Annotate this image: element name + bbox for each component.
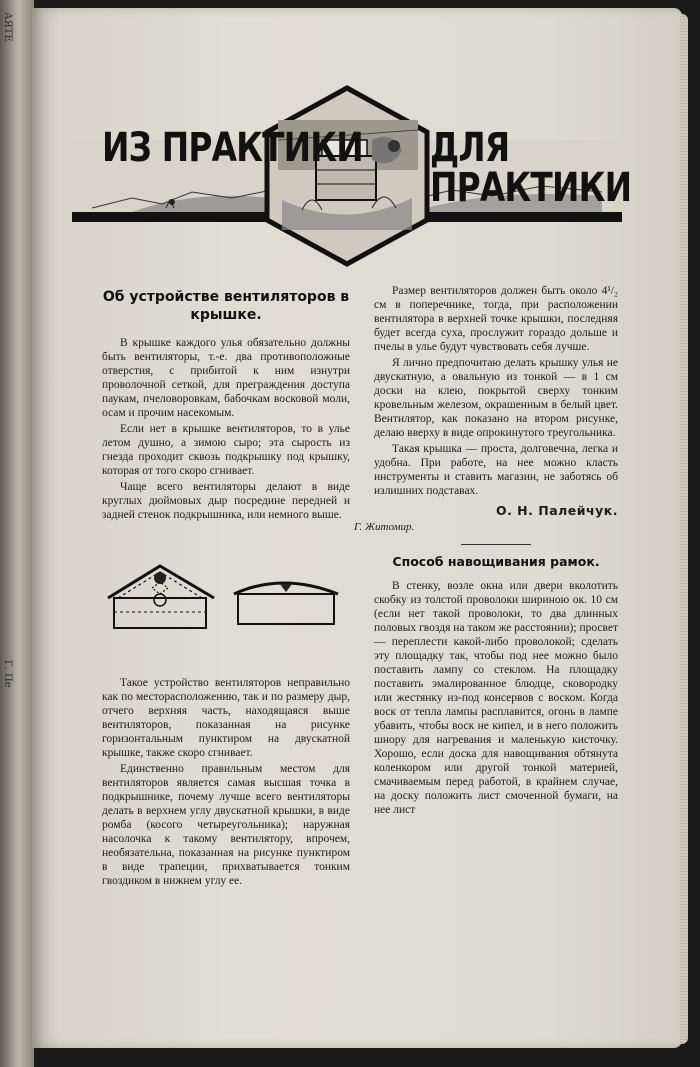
previous-page-edge: [0, 0, 34, 1067]
paragraph: Размер вентиляторов должен быть около 4¹/₂ см в поперечнике, тогда, при расположении вентилятора в верхней точке крышки, последняя будет всегда суха, прослужит гораздо дольше и пчелы в улье будут чувствовать себя лучше.: [374, 285, 618, 353]
article-title: Об устройстве вентиляторов в крышке.: [102, 289, 350, 323]
paragraph: В крышке каждого улья обязательно должны быть вентиляторы, т.-е. два противоположные отверстия, с прибитой к ним изнутри проволочной сеткой, для преграждения доступа паукам, пчеловоровкам, бабочкам восковой моли, осам и прочим насекомым.: [102, 337, 350, 419]
paragraph: Единственно правильным местом для вентиляторов является самая высшая точка в подкрышнике, почему лучше всего вентиляторы делать в верхнем углу двускатной крышки, в виде ромба (косого четыреугольника); наружная насолочка к такому вентилятору, впрочем, необязательна, показанная на рисунке пунктиром в виде трапеции, прихватывается тонким гвоздиком в нижнем углу ее.: [102, 763, 350, 887]
spine-fragment: Г. Пе: [2, 660, 13, 688]
left-column: [102, 288, 350, 890]
paragraph: В стенку, возле окна или двери вколотить скобку из толстой проволоки шириною ок. 10 см (если нет такой проволоки, то два длинных половых гвоздя на таком же расстоянии); просвет — переплести какой-либо проволокой; сделать эту площадку так, чтобы под нее можно было поставить лампу со стеклом. На площадку поставить эмалированное блюдце, сковородку или жестянку из-под консервов с воском. Когда воск от тепла лампы расплавится, огонь в лампе убавить, чтобы воск не кипел, и в него положить шнору для нагревания и маленькую кисточку. Хорошо, если доска для навощивания обтянута коленкором или другой тонкой материей, смачиваемым перед работой, в крайнем случае, на доску положить лист смоченной бумаги, на нее лист: [374, 580, 618, 816]
paragraph: Такое устройство вентиляторов неправильно как по месторасположению, так и по размеру дыр, отчего верхняя часть, находящаяся выше вентиляторов, показанная на рисунке горизонтальным пунктиром на двускатной крышке, также скоро сгнивает.: [102, 677, 350, 759]
right-column: [354, 284, 618, 819]
article-title: Способ навощивания рамок.: [392, 554, 600, 569]
ventilator-diagram: [102, 552, 350, 642]
paragraph: Чаще всего вентиляторы делают в виде круглых дюймовых дыр посредине передней и задней стенок подкрышника, или немного выше.: [102, 481, 350, 521]
header-title-left: ИЗ ПРАКТИКИ: [102, 125, 363, 171]
paragraph: Я лично предпочитаю делать крышку улья не двускатную, а овальную из тонкой — в 1 см доски на клею, покрытой сверху тонким кровельным железом, окрашенным в белый цвет. Вентилятор, как показано на втором рисунке, делаю вверху в виде опрокинутого треугольника.: [374, 357, 618, 439]
paragraph: Если нет в крышке вентиляторов, то в улье летом душно, а зимою сыро; эта сырость из гнезда проходит сквозь подкрышку под крышку, которая от того скоро сгнивает.: [102, 423, 350, 477]
roof-figures: [102, 552, 350, 642]
header-title-right: ДЛЯ ПРАКТИКИ: [430, 125, 632, 211]
author-place: Г. Житомир.: [354, 521, 415, 533]
spine-fragment: АЯТЕ: [2, 12, 13, 42]
page-stack-edge: [680, 14, 688, 1044]
section-header: [72, 80, 632, 270]
divider: [461, 544, 531, 545]
author-signature: О. Н. Палейчук.: [495, 503, 618, 518]
paragraph: Такая крышка — проста, долговечна, легка и удобна. При работе, на нее можно класть инструменты и ставить магазин, не заботясь об излишних подставах.: [374, 443, 618, 497]
magazine-page: [32, 8, 682, 1048]
